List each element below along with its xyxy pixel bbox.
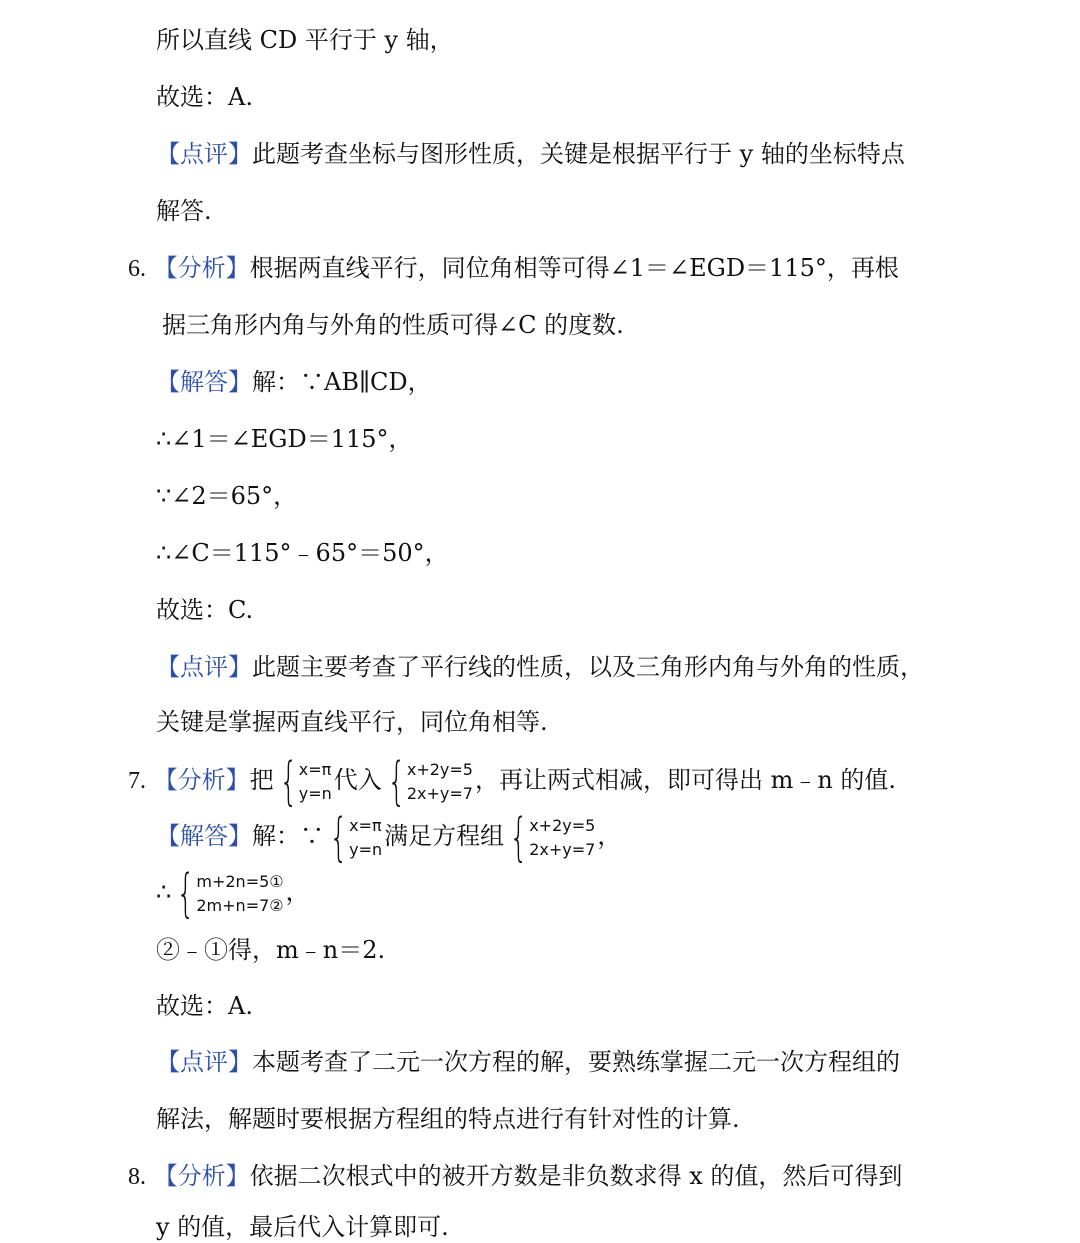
text-line	[156, 81, 253, 113]
analysis-tag: 【分析】	[153, 254, 250, 282]
question-8-analysis	[128, 1160, 902, 1193]
text-line	[156, 423, 413, 455]
text-line	[156, 990, 253, 1022]
text-line	[156, 863, 310, 924]
line-text: 关键是掌握两直线平行，同位角相等.	[156, 708, 548, 736]
equation-list	[299, 758, 332, 806]
comment-tag: 【点评】	[156, 140, 252, 168]
question-6-solution	[156, 366, 432, 398]
line-text: ∴∠1＝∠EGD＝115°，	[156, 425, 413, 453]
comment-tag: 【点评】	[156, 1048, 252, 1076]
line-text: 解：∵	[252, 822, 324, 850]
line-text: 此题主要考查了平行线的性质，以及三角形内角与外角的性质，	[252, 653, 924, 681]
brace-icon: {	[329, 807, 348, 868]
question-number: 7.	[128, 768, 146, 794]
equation: m+2n=5①	[196, 871, 284, 891]
question-7-analysis	[128, 751, 897, 812]
line-text: 此题考查坐标与图形性质，关键是根据平行于 y 轴的坐标特点	[252, 140, 905, 168]
comment-line	[156, 138, 905, 170]
line-text: ②﹣①得，m﹣n＝2.	[156, 936, 386, 964]
line-text: 解答.	[156, 197, 212, 225]
solution-tag: 【解答】	[156, 368, 252, 396]
equation: 2x+y=7	[406, 783, 473, 803]
text-line	[156, 1211, 449, 1243]
equation: x+2y=5	[406, 759, 473, 779]
equation-list	[196, 870, 283, 918]
brace-icon: {	[509, 807, 528, 868]
text-line	[156, 480, 297, 512]
question-6-analysis	[128, 252, 899, 285]
equation-list	[407, 758, 473, 806]
analysis-tag: 【分析】	[153, 1162, 250, 1190]
line-text: 解：∵AB∥CD，	[252, 368, 432, 396]
brace-icon: {	[387, 751, 406, 812]
equation-system	[506, 807, 596, 868]
line-text: 据三角形内角与外角的性质可得∠C 的度数.	[162, 311, 624, 339]
line-text: 把	[249, 766, 274, 794]
line-text: ∵∠2＝65°，	[156, 482, 298, 510]
line-text: ，	[597, 822, 622, 850]
line-text: ∴∠C＝115°﹣65°＝50°，	[156, 539, 449, 567]
equation: y=n	[349, 839, 383, 859]
line-text: 依据二次根式中的被开方数是非负数求得 x 的值，然后可得到	[249, 1162, 903, 1190]
equation: x+2y=5	[529, 815, 596, 835]
equation-list	[529, 814, 595, 862]
line-text: 解法，解题时要根据方程组的特点进行有针对性的计算.	[156, 1105, 740, 1133]
equation: 2x+y=7	[529, 839, 596, 859]
question-7-solution	[156, 807, 622, 868]
line-text: 故选：A.	[156, 83, 253, 111]
equation-system	[326, 807, 383, 868]
line-text: ，再让两式相减，即可得出 m﹣n 的值.	[474, 766, 897, 794]
equation-system	[276, 751, 332, 812]
text-line	[162, 309, 624, 341]
line-text: 故选：A.	[156, 992, 253, 1020]
text-line	[156, 594, 253, 626]
text-line	[156, 1103, 740, 1135]
equation: x=π	[298, 759, 332, 779]
line-text: y 的值，最后代入计算即可.	[156, 1213, 449, 1241]
line-text: 满足方程组	[384, 822, 505, 850]
line-text: 所以直线 CD 平行于 y 轴，	[156, 26, 454, 54]
solution-tag: 【解答】	[156, 822, 252, 850]
equation-system	[384, 751, 473, 812]
comment-tag: 【点评】	[156, 653, 252, 681]
line-text: ，	[285, 878, 310, 906]
equation-list	[349, 814, 382, 862]
equation: x=π	[349, 815, 382, 835]
text-line	[156, 934, 385, 966]
line-text: 本题考查了二元一次方程的解，要熟练掌握二元一次方程组的	[252, 1048, 900, 1076]
text-line	[156, 706, 548, 738]
equation: y=n	[298, 783, 332, 803]
brace-icon: {	[279, 751, 298, 812]
analysis-tag: 【分析】	[153, 766, 250, 794]
line-text: 根据两直线平行，同位角相等可得∠1＝∠EGD＝115°，再根	[249, 254, 899, 282]
question-7-comment	[156, 1046, 900, 1078]
equation-system	[173, 863, 284, 924]
line-text: ∴	[156, 878, 172, 906]
line-text: 代入	[333, 766, 382, 794]
brace-icon: {	[176, 863, 195, 924]
line-text: 故选：C.	[156, 596, 254, 624]
text-line	[156, 24, 454, 56]
text-line	[156, 195, 212, 227]
question-6-comment	[156, 651, 924, 683]
question-number: 8.	[128, 1164, 146, 1190]
text-line	[156, 537, 449, 569]
equation: 2m+n=7②	[196, 895, 284, 915]
question-number: 6.	[128, 256, 146, 282]
